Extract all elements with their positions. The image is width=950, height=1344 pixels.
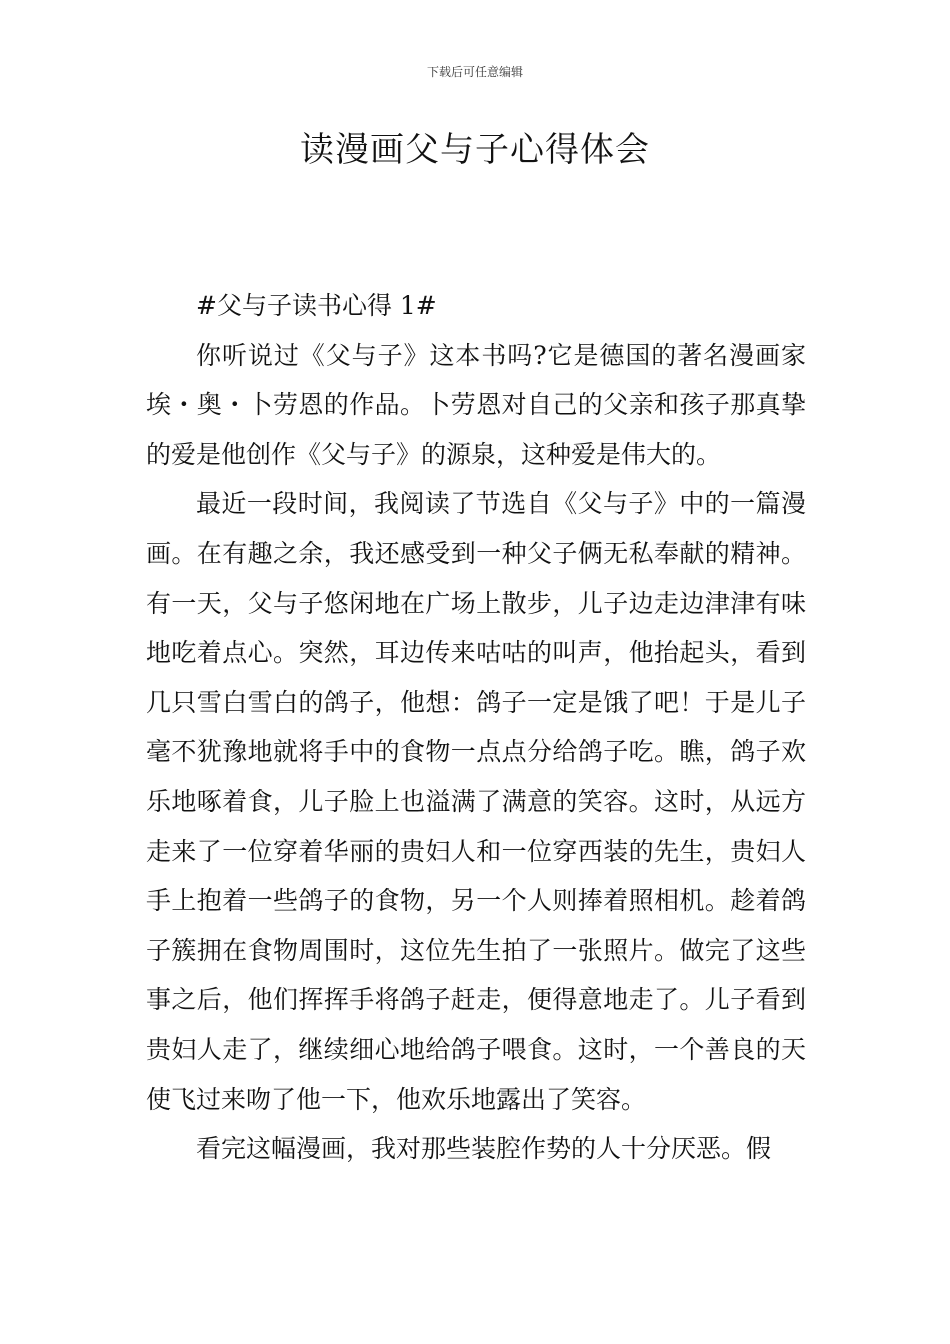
header-note: 下载后可任意编辑 (426, 65, 523, 79)
document-body (146, 281, 806, 1174)
paragraph-3: 看完这幅漫画，我对那些装腔作势的人十分厌恶。假 (196, 1134, 772, 1164)
section-heading: #父与子读书心得 1# (196, 291, 437, 320)
paragraph-1: 你听说过《父与子》这本书吗?它是德国的著名漫画家埃・奥・卜劳恩的作品。卜劳恩对自己的父亲和孩子那真挚的爱是他创作《父与子》的源泉，这种爱是伟大的。 (146, 340, 806, 469)
paragraph-2: 最近一段时间，我阅读了节选自《父与子》中的一篇漫画。在有趣之余，我还感受到一种父子俩无私奉献的精神。有一天，父与子悠闲地在广场上散步，儿子边走边津津有味地吃着点心。突然，耳边传来咕咕的叫声，他抬起头，看到几只雪白雪白的鸽子，他想：鸽子一定是饿了吧！于是儿子毫不犹豫地就将手中的食物一点点分给鸽子吃。瞧，鸽子欢乐地啄着食，儿子脸上也溢满了满意的笑容。这时，从远方走来了一位穿着华丽的贵妇人和一位穿西装的先生，贵妇人手上抱着一些鸽子的食物，另一个人则捧着照相机。趁着鸽子簇拥在食物周围时，这位先生拍了一张照片。做完了这些事之后，他们挥挥手将鸽子赶走，便得意地走了。儿子看到贵妇人走了，继续细心地给鸽子喂食。这时，一个善良的天使飞过来吻了他一下，他欢乐地露出了笑容。 (146, 489, 806, 1114)
document-title: 读漫画父与子心得体会 (300, 130, 650, 170)
